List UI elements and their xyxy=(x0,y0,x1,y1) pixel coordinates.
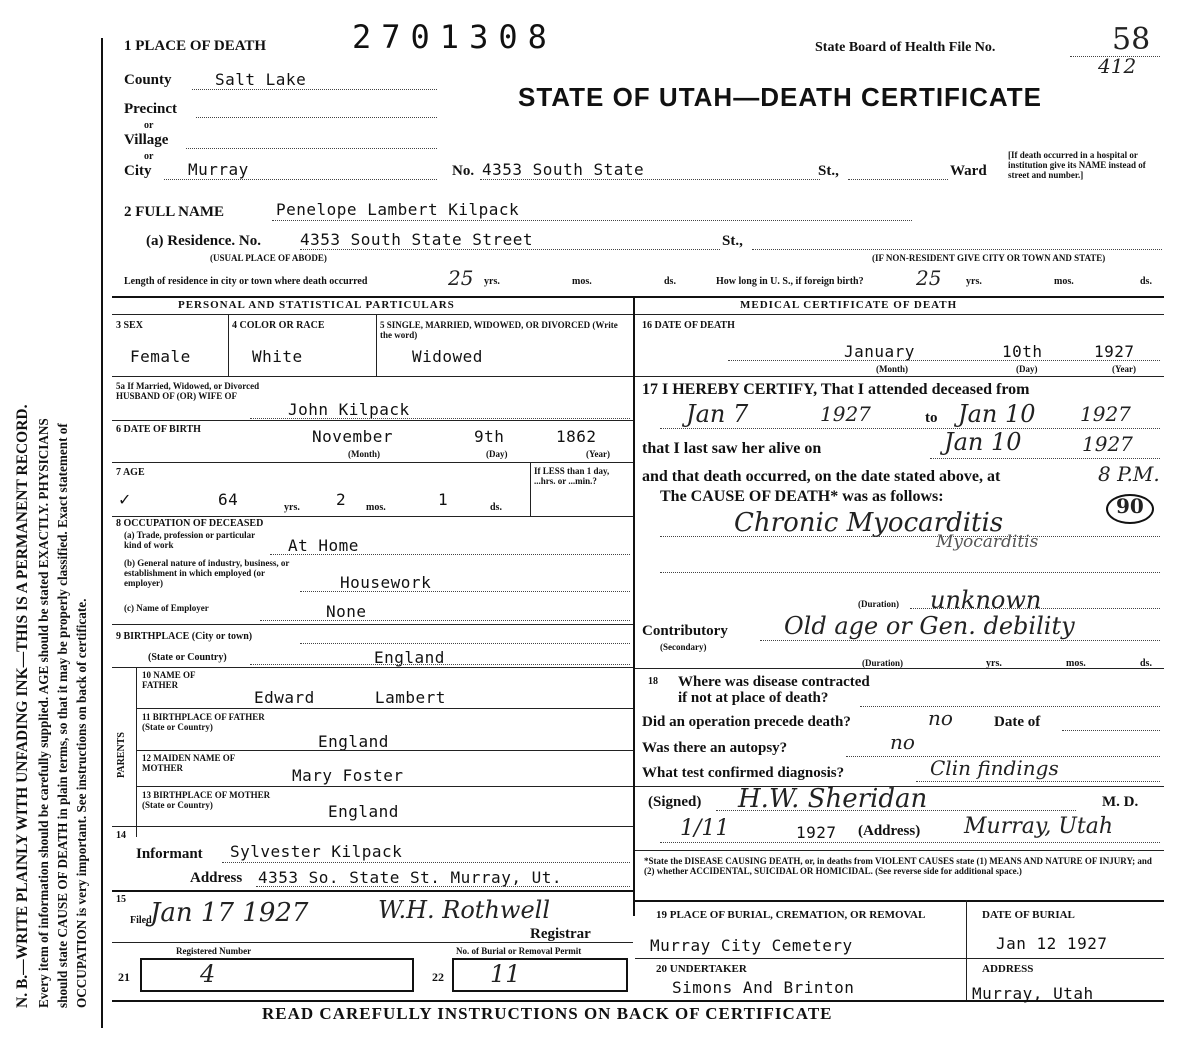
death-occurred-text: and that death occurred, on the date stated above, at xyxy=(642,468,1001,485)
undertaker-address-label: ADDRESS xyxy=(982,963,1034,975)
n21: 21 xyxy=(118,970,130,984)
sex-label: 3 SEX xyxy=(116,320,143,331)
informant-no: 14 xyxy=(116,830,126,841)
operation-answer: no xyxy=(928,706,953,730)
ward-label: Ward xyxy=(950,163,987,179)
registered-number-value: 4 xyxy=(200,960,216,988)
age-ds-unit: ds. xyxy=(490,502,502,513)
street-no-label: No. xyxy=(452,163,475,179)
village-label: Village xyxy=(124,132,169,148)
us-mos-unit: mos. xyxy=(1054,276,1074,287)
father-birthplace-label: 11 BIRTHPLACE OF FATHER (State or Country) xyxy=(142,712,265,732)
length-ds-unit: ds. xyxy=(664,276,676,287)
father-birthplace-value: England xyxy=(318,732,389,751)
footer-instructions: READ CAREFULLY INSTRUCTIONS ON BACK OF CERTIFICATE xyxy=(262,1004,833,1023)
occupation-c-label: (c) Name of Employer xyxy=(124,603,209,613)
place-of-death-label: 1 PLACE OF DEATH xyxy=(124,38,267,54)
burial-date-label: DATE OF BURIAL xyxy=(982,909,1075,921)
age-yrs-unit: yrs. xyxy=(284,502,300,513)
burial-date-value: Jan 12 1927 xyxy=(996,934,1108,953)
residence-value: 4353 South State Street xyxy=(300,230,534,249)
duration-value: unknown xyxy=(930,586,1042,614)
column-divider xyxy=(633,296,635,916)
personal-section-title: PERSONAL AND STATISTICAL PARTICULARS xyxy=(178,299,455,311)
dob-day-caption: (Day) xyxy=(486,449,508,459)
parents-label: PARENTS xyxy=(116,732,127,778)
contrib-duration-label: (Duration) xyxy=(862,658,903,668)
dod-month: January xyxy=(844,342,915,361)
occupation-label: 8 OCCUPATION OF DECEASED xyxy=(116,518,264,529)
spouse-label: 5a If Married, Widowed, or Divorced HUSBAND OF (OR) WIFE OF xyxy=(116,381,260,401)
contrib-mos: mos. xyxy=(1066,658,1086,669)
last-saw-date: Jan 10 xyxy=(944,428,1022,456)
dod-day: 10th xyxy=(1002,342,1043,361)
age-label: 7 AGE xyxy=(116,467,145,478)
cause-note: Myocarditis xyxy=(936,532,1039,552)
age-yrs: 64 xyxy=(218,490,239,509)
county-label: County xyxy=(124,72,172,88)
operation-question: Did an operation precede death? xyxy=(642,714,851,730)
q18-text: Where was disease contracted xyxy=(678,674,870,690)
file-no: 58 xyxy=(1112,22,1151,57)
dob-month-caption: (Month) xyxy=(348,449,380,459)
occupation-b-label: (b) General nature of industry, business, or establishment in which employed (or employer) xyxy=(124,558,290,588)
informant-value: Sylvester Kilpack xyxy=(230,842,403,861)
usual-place-caption: (USUAL PLACE OF ABODE) xyxy=(210,253,327,263)
undertaker-address-value: Murray, Utah xyxy=(972,984,1094,1003)
mother-value: Mary Foster xyxy=(292,766,404,785)
street-value: 4353 South State xyxy=(482,160,645,179)
birthplace-value: England xyxy=(374,648,445,667)
file-no-label: State Board of Health File No. xyxy=(815,40,996,55)
county-value: Salt Lake xyxy=(215,70,307,89)
nonresident-caption: (IF NON-RESIDENT GIVE CITY OR TOWN AND STATE) xyxy=(872,253,1106,263)
age-less-label: If LESS than 1 day, ...hrs. or ...min.? xyxy=(534,466,610,486)
spouse-value: John Kilpack xyxy=(288,400,410,419)
father-label: 10 NAME OF FATHER xyxy=(142,670,196,690)
birthplace-label: 9 BIRTHPLACE (City or town) xyxy=(116,631,253,642)
signature-date: 1/11 xyxy=(680,816,730,841)
occupation-b-value: Housework xyxy=(340,573,432,592)
burial-place-value: Murray City Cemetery xyxy=(650,936,853,955)
last-saw-year: 1927 xyxy=(1082,432,1133,456)
occupation-c-value: None xyxy=(326,602,367,621)
dod-year: 1927 xyxy=(1094,342,1135,361)
time-of-death: 8 P.M. xyxy=(1098,462,1160,486)
us-residence-yrs: 25 xyxy=(916,266,942,290)
md-label: M. D. xyxy=(1102,794,1139,810)
left-border xyxy=(101,38,103,1028)
length-yrs-unit: yrs. xyxy=(484,276,500,287)
city-label: City xyxy=(124,163,152,179)
serial-number: 2701308 xyxy=(352,18,557,56)
attended-to-year: 1927 xyxy=(1080,402,1131,426)
dob-label: 6 DATE OF BIRTH xyxy=(116,424,201,435)
certify-text: 17 I HEREBY CERTIFY, That I attended deceased from xyxy=(642,381,1030,398)
undertaker-value: Simons And Brinton xyxy=(672,978,855,997)
test-question: What test confirmed diagnosis? xyxy=(642,765,845,781)
autopsy-question: Was there an autopsy? xyxy=(642,740,788,756)
color-label: 4 COLOR OR RACE xyxy=(232,320,325,331)
dob-year-caption: (Year) xyxy=(586,449,610,459)
us-residence-label: How long in U. S., if foreign birth? xyxy=(716,276,864,287)
operation-date-label: Date of xyxy=(994,714,1041,730)
signature-year: 1927 xyxy=(796,823,837,842)
residence-label: (a) Residence. No. xyxy=(146,233,261,249)
age-ds: 1 xyxy=(438,490,449,509)
length-residence-yrs: 25 xyxy=(448,266,474,290)
side-note-1: N. B.—WRITE PLAINLY WITH UNFADING INK—THIS IS A PERMANENT RECORD. xyxy=(14,404,31,1008)
contrib-ds: ds. xyxy=(1140,658,1152,669)
last-saw-text: that I last saw her alive on xyxy=(642,440,822,457)
age-mos-unit: mos. xyxy=(366,502,386,513)
length-residence-label: Length of residence in city or town where death occurred xyxy=(124,276,368,287)
q18-text-b: if not at place of death? xyxy=(678,690,829,706)
duration-label: (Duration) xyxy=(858,599,899,609)
certificate-title: STATE OF UTAH—DEATH CERTIFICATE xyxy=(518,82,1042,112)
full-name-value: Penelope Lambert Kilpack xyxy=(276,200,520,219)
us-ds-unit: ds. xyxy=(1140,276,1152,287)
burial-permit-box xyxy=(452,958,628,992)
registrar-label: Registrar xyxy=(530,926,591,942)
registered-number-box xyxy=(140,958,414,992)
city-value: Murray xyxy=(188,160,249,179)
age-mos: 2 xyxy=(336,490,347,509)
st-label: St., xyxy=(818,163,839,179)
attended-from-date: Jan 7 xyxy=(686,400,749,428)
medical-section-title: MEDICAL CERTIFICATE OF DEATH xyxy=(740,299,958,311)
precinct-label: Precinct xyxy=(124,101,178,117)
full-name-label: 2 FULL NAME xyxy=(124,204,225,220)
age-check: ✓ xyxy=(118,490,132,509)
contributory-label: Contributory xyxy=(642,623,728,639)
cause-of-death: Chronic Myocarditis xyxy=(734,508,1004,538)
marital-value: Widowed xyxy=(412,347,483,366)
dob-year: 1862 xyxy=(556,427,597,446)
signed-label: (Signed) xyxy=(648,794,702,810)
mother-birthplace-value: England xyxy=(328,802,399,821)
side-note-4: OCCUPATION is very important. See instructions on back of certificate. xyxy=(74,598,89,1008)
section-divider-top xyxy=(112,296,1164,298)
date-of-death-label: 16 DATE OF DEATH xyxy=(642,320,735,331)
dod-month-caption: (Month) xyxy=(876,364,908,374)
father-value: Edward Lambert xyxy=(254,688,446,707)
cause-footnote: *State the DISEASE CAUSING DEATH, or, in deaths from VIOLENT CAUSES state (1) MEANS AND NATURE OF INJURY; and (2) whether ACCIDENTAL, SUICIDAL OR HOMICIDAL. (See reverse side for additional space.) xyxy=(644,856,1152,876)
filed-label: Filed xyxy=(130,915,152,926)
dod-day-caption: (Day) xyxy=(1016,364,1038,374)
residence-st-label: St., xyxy=(722,233,743,249)
ward-note: [If death occurred in a hospital or institution give its NAME instead of street and number.] xyxy=(1008,150,1146,180)
physician-address: Murray, Utah xyxy=(964,814,1114,839)
dod-year-caption: (Year) xyxy=(1112,364,1136,374)
filed-no: 15 xyxy=(116,894,126,905)
side-note-2: Every item of information should be carefully supplied. AGE should be stated EXACTLY. PHYSICIANS xyxy=(36,418,51,1008)
birthplace-state-caption: (State or Country) xyxy=(148,652,227,663)
dob-day: 9th xyxy=(474,427,505,446)
burial-permit-label: No. of Burial or Removal Permit xyxy=(456,946,582,956)
registrar-signature: W.H. Rothwell xyxy=(378,896,551,924)
cause-label: The CAUSE OF DEATH* was as follows: xyxy=(660,488,944,505)
q18-no: 18 xyxy=(648,676,658,687)
physician-signature: H.W. Sheridan xyxy=(738,784,928,814)
registered-number-label: Registered Number xyxy=(176,946,252,956)
or-2: or xyxy=(144,151,154,162)
informant-address-label: Address xyxy=(190,870,243,886)
informant-label: Informant xyxy=(136,846,203,862)
cause-code: 90 xyxy=(1116,494,1144,518)
occupation-a-value: At Home xyxy=(288,536,359,555)
burial-place-label: 19 PLACE OF BURIAL, CREMATION, OR REMOVAL xyxy=(656,909,926,921)
occupation-a-label: (a) Trade, profession or particular kind of work xyxy=(124,530,255,550)
attended-from-year: 1927 xyxy=(820,402,871,426)
sex-value: Female xyxy=(130,347,191,366)
file-no-secondary: 412 xyxy=(1098,54,1137,78)
informant-address-value: 4353 So. State St. Murray, Ut. xyxy=(258,868,562,887)
color-value: White xyxy=(252,347,303,366)
mother-birthplace-label: 13 BIRTHPLACE OF MOTHER (State or Country) xyxy=(142,790,271,810)
marital-label: 5 SINGLE, MARRIED, WIDOWED, OR DIVORCED (Write the word) xyxy=(380,320,618,340)
or-1: or xyxy=(144,120,154,131)
burial-permit-value: 11 xyxy=(490,960,521,988)
undertaker-label: 20 UNDERTAKER xyxy=(656,963,747,975)
test-answer: Clin findings xyxy=(930,756,1059,780)
contrib-yrs: yrs. xyxy=(986,658,1002,669)
contributory-value: Old age or Gen. debility xyxy=(784,612,1075,640)
us-yrs-unit: yrs. xyxy=(966,276,982,287)
attended-to-date: Jan 10 xyxy=(958,400,1036,428)
dob-month: November xyxy=(312,427,394,446)
to-label: to xyxy=(925,410,938,426)
filed-date: Jan 17 1927 xyxy=(150,898,309,928)
autopsy-answer: no xyxy=(890,730,915,754)
mother-label: 12 MAIDEN NAME OF MOTHER xyxy=(142,753,235,773)
side-note-3: should state CAUSE OF DEATH in plain terms, so that it may be properly classified. Exact statement of xyxy=(55,423,70,1008)
length-mos-unit: mos. xyxy=(572,276,592,287)
secondary-label: (Secondary) xyxy=(660,642,707,652)
n22: 22 xyxy=(432,970,444,984)
physician-address-label: (Address) xyxy=(858,823,921,839)
